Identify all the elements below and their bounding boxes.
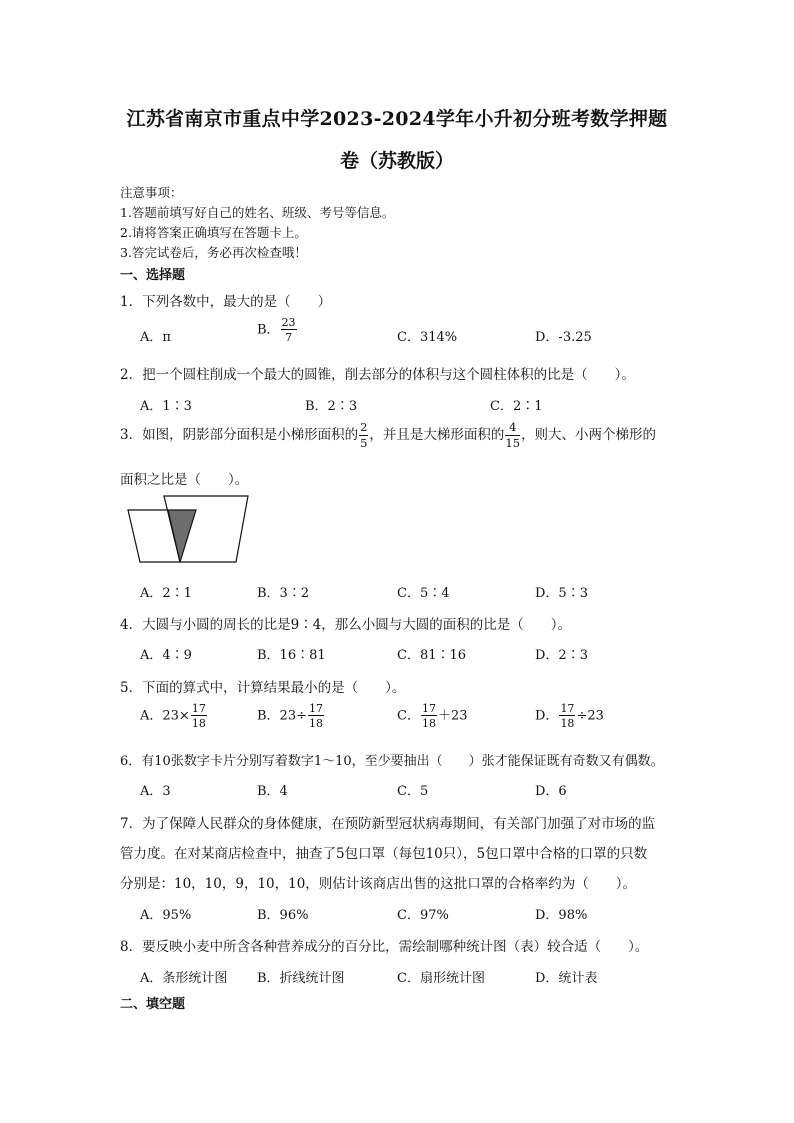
q3-stem-line1 [120,422,656,449]
fraction-denominator: 18 [560,717,575,730]
q5-option-b [257,703,325,729]
q5-option-d-prefix: D． [535,708,559,724]
q5-option-c-fraction [421,703,437,729]
q5-option-a [140,703,208,729]
q3-fraction-small [359,422,368,449]
notice-item-2: 2.请将答案正确填写在答题卡上。 [120,225,307,240]
q8-option-d: D．统计表 [535,971,598,986]
q8-stem: 8．要反映小麦中所含各种营养成分的百分比，需绘制哪种统计图（表）较合适（ ）。 [120,939,649,955]
fraction-numerator: 17 [560,702,575,715]
q7-stem-line3: 分别是：10，10，9，10，10，则估计该商店出售的这批口罩的合格率约为（ ）。 [120,876,637,892]
fraction-numerator: 17 [191,702,206,715]
q3-option-d: D．5∶3 [535,586,588,601]
fraction-numerator: 2 [360,420,368,434]
q7-option-c: C．97% [397,908,449,923]
q4-option-a: A．4∶9 [140,648,192,663]
q7-option-a: A．95% [140,908,192,923]
q7-stem-line2: 管力度。在对某商店检查中，抽查了5包口罩（每包10只），5包口罩中合格的口罩的只数 [120,846,648,862]
q3-option-a: A．2∶1 [140,586,192,601]
fraction-numerator: 17 [421,702,436,715]
q5-option-c [397,703,468,729]
q4-option-b: B．16∶81 [257,648,326,663]
notice-heading: 注意事项： [120,185,183,200]
q5-option-b-prefix: B．23÷ [257,708,307,724]
q6-option-b: B．4 [257,784,288,799]
q1-option-b [257,317,298,343]
fraction-denominator: 15 [505,435,521,450]
q5-option-d-fraction [559,703,575,729]
q5-option-d [535,703,604,729]
q3-stem-part1: 3．如图，阴影部分面积是小梯形面积的 [120,427,359,443]
fraction-denominator: 5 [360,435,368,450]
q8-option-a: A．条形统计图 [140,971,228,986]
q4-stem: 4．大圆与小圆的周长的比是9∶4，那么小圆与大圆的面积的比是（ ）。 [120,617,572,633]
q5-option-c-prefix: C． [397,708,420,724]
section-heading-choice: 一、选择题 [120,268,186,283]
q1-option-b-prefix: B． [257,322,280,338]
q5-option-c-suffix: ＋23 [437,708,468,724]
q6-stem: 6．有10张数字卡片分别写着数字1～10，至少要抽出（ ）张才能保证既有奇数又有偶数。 [120,754,664,769]
q7-option-d: D．98% [535,908,588,923]
fraction-denominator: 7 [285,331,293,344]
q1-stem: 1．下列各数中，最大的是（ ） [120,294,332,310]
exam-title-line2: 卷（苏教版） [339,150,454,172]
fraction-denominator: 18 [309,717,323,730]
fraction-denominator: 18 [421,717,436,730]
q5-option-d-suffix: ÷23 [576,708,604,724]
notice-item-1: 1.答题前填写好自己的姓名、班级、考号等信息。 [120,205,395,220]
q4-option-d: D．2∶3 [535,648,588,663]
notice-item-3: 3.答完试卷后，务必再次检查哦！ [120,245,307,260]
exam-title-line1: 江苏省南京市重点中学2023-2024学年小升初分班考数学押题 [126,108,668,130]
q3-option-c: C．5∶4 [397,586,450,601]
q1-option-a: A．π [140,330,171,345]
q2-stem: 2．把一个圆柱削成一个最大的圆锥，削去部分的体积与这个圆柱体积的比是（ ）。 [120,367,635,383]
q5-stem: 5．下面的算式中，计算结果最小的是（ ）。 [120,680,406,696]
q6-option-a: A．3 [140,784,171,799]
trapezoid-figure [126,494,252,564]
q3-option-b: B．3∶2 [257,586,310,601]
fraction-numerator: 4 [505,422,520,436]
q2-option-b: B．2∶3 [305,399,358,414]
fraction-denominator: 18 [191,717,206,730]
q1-option-c: C．314% [397,330,458,345]
q2-option-c: C．2∶1 [490,399,543,414]
q2-option-a: A．1∶3 [140,399,192,414]
q5-option-a-fraction [191,703,207,729]
q4-option-c: C．81∶16 [397,648,467,663]
q3-stem-line2: 面积之比是（ ）。 [120,472,249,488]
q7-stem-line1: 7．为了保障人民群众的身体健康，在预防新型冠状病毒期间，有关部门加强了对市场的监 [120,816,656,832]
section-heading-fill: 二、填空题 [120,997,186,1012]
q7-option-b: B．96% [257,908,309,923]
fraction-numerator: 23 [281,316,296,329]
q6-option-c: C．5 [397,784,429,799]
q8-option-b: B．折线统计图 [257,971,345,986]
q8-option-c: C．扇形统计图 [397,971,485,986]
q5-option-a-prefix: A．23× [140,708,190,724]
fraction-numerator: 17 [309,702,323,715]
q6-option-d: D．6 [535,784,567,799]
q1-option-d: D．-3.25 [535,330,592,345]
q1-option-b-fraction [281,317,297,343]
q3-fraction-large [505,422,520,449]
q3-stem-part2: ，并且是大梯形面积的 [369,427,505,443]
q3-stem-part3: ，则大、小两个梯形的 [521,427,657,443]
q5-option-b-fraction [308,703,324,729]
